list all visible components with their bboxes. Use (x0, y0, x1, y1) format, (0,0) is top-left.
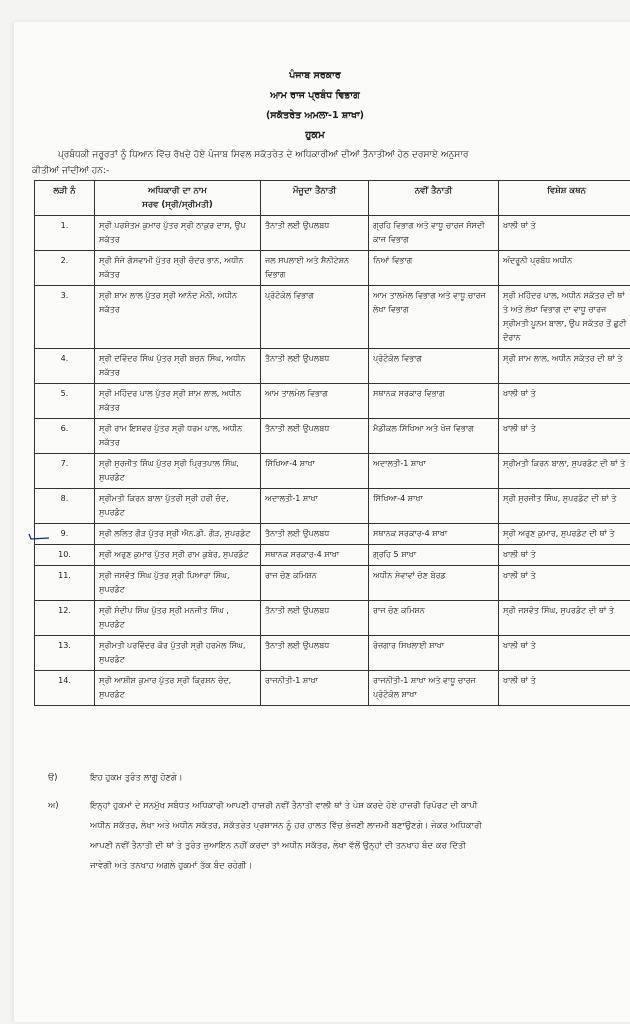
row-new-posting: ਨਿਆਂ ਵਿਭਾਗ (369, 251, 499, 286)
row-officer-name: ਸ੍ਰੀ ਰਾਮ ਇਸ਼ਵਰ ਪੁੱਤਰ ਸ੍ਰੀ ਧਰਮ ਪਾਲ, ਅਧੀਨ ਸਕੱਤਰ (95, 419, 261, 454)
department-title: ਆਮ ਰਾਜ ਪ੍ਰਬੰਧ ਵਿਭਾਗ (270, 90, 360, 101)
posting-table (34, 180, 630, 706)
note-b (48, 796, 482, 876)
row-current-posting: ਰਾਜਨੀਤੀ-1 ਸ਼ਾਖਾ (261, 671, 369, 706)
table-row (35, 349, 630, 384)
row-remarks: ਸ੍ਰੀ ਮਹਿੰਦਰ ਪਾਲ, ਅਧੀਨ ਸਕੱਤਰ ਦੀ ਥਾਂ ਤੇ ਅਤੇ ਲੇਖਾ ਵਿਭਾਗ ਦਾ ਵਾਧੂ ਚਾਰਜ ਸ੍ਰੀਮਤੀ ਪੂਨਮ ਬਾਲਾ, ਉਪ ਸਕੱਤਰ ਤੋਂ ਛੁਟੀ ਦੌਰਾਨ (499, 286, 630, 349)
row-current-posting: ਪ੍ਰੋਟੋਕੋਲ ਵਿਭਾਗ (261, 286, 369, 349)
note-b-line-2: ਅਧੀਨ ਸਕੱਤਰ, ਲੇਖਾ ਅਤੇ ਅਧੀਨ ਸਕੱਤਰ, ਸਕੱਤਰੇਤ ਪ੍ਰਸ਼ਾਸਨ ਨੂੰ ਹਰ ਹਾਲਤ ਵਿੱਚ ਭੇਜਣੀ ਲਾਜ਼ਮੀ ਬਣਾਉਣਗੇ। ਜੇਕਰ ਅਧਿਕਾਰੀ (90, 821, 482, 831)
row-remarks: ਸ੍ਰੀ ਜਸਵੰਤ ਸਿੰਘ, ਸੁਪਰਡੰਟ ਦੀ ਥਾਂ ਤੇ (499, 601, 630, 636)
row-remarks: ਖਾਲੀ ਥਾਂ ਤੇ (499, 419, 630, 454)
row-new-posting: ਗ੍ਰਹਿ 5 ਸ਼ਾਖਾ (369, 545, 499, 566)
row-serial: 5. (35, 384, 95, 419)
table-row (35, 251, 630, 286)
note-a (48, 770, 183, 786)
row-officer-name: ਸ੍ਰੀਮਤੀ ਕਿਰਨ ਬਾਲਾ ਪੁੱਤਰੀ ਸ੍ਰੀ ਹਰੀ ਚੰਦ, ਸੁਪਰਡੰਟ (95, 489, 261, 524)
table-row (35, 216, 630, 251)
row-serial: 12. (35, 601, 95, 636)
row-serial: 7. (35, 454, 95, 489)
table-row (35, 671, 630, 706)
row-officer-name: ਸ੍ਰੀ ਦਵਿੰਦਰ ਸਿੰਘ ਪੁੱਤਰ ਸ੍ਰੀ ਬਚਨ ਸਿੰਘ, ਅਧੀਨ ਸਕੱਤਰ (95, 349, 261, 384)
row-remarks: ਖਾਲੀ ਥਾਂ ਤੇ (499, 566, 630, 601)
row-serial: 11. (35, 566, 95, 601)
row-new-posting: ਸਥਾਨਕ ਸਰਕਾਰ ਵਿਭਾਗ (369, 384, 499, 419)
row-remarks: ਸ੍ਰੀ ਸੁਰਜੀਤ ਸਿੰਘ, ਸੁਪਰਡੰਟ ਦੀ ਥਾਂ ਤੇ (499, 489, 630, 524)
row-serial: 3. (35, 286, 95, 349)
table-row (35, 566, 630, 601)
row-current-posting: ਸਥਾਨਕ ਸਰਕਾਰ-4 ਸ਼ਾਖਾ (261, 545, 369, 566)
row-officer-name: ਸ੍ਰੀ ਸ਼ਾਮ ਲਾਲ ਪੁੱਤਰ ਸ੍ਰੀ ਆਨੰਦ ਮੰਨੀ, ਅਧੀਨ ਸਕੱਤਰ (95, 286, 261, 349)
row-new-posting: ਰੋਜ਼ਗਾਰ ਸਿਖਲਾਈ ਸ਼ਾਖਾ (369, 636, 499, 671)
row-officer-name: ਸ੍ਰੀ ਅਰੁਣ ਕੁਮਾਰ ਪੁੱਤਰ ਸ੍ਰੀ ਰਾਮ ਕੁਬੇਰ, ਸੁਪਰਡੰਟ (95, 545, 261, 566)
row-current-posting: ਸਿੱਖਿਆ-4 ਸ਼ਾਖਾ (261, 454, 369, 489)
intro-paragraph (32, 147, 628, 176)
row-serial: 1. (35, 216, 95, 251)
order-heading: ਹੁਕਮ (305, 130, 325, 141)
row-new-posting: ਸਥਾਨਕ ਸਰਕਾਰ-4 ਸ਼ਾਖਾ (369, 524, 499, 545)
row-serial: 6. (35, 419, 95, 454)
row-remarks: ਸ੍ਰੀਮਤੀ ਕਿਰਨ ਬਾਲਾ, ਸੁਪਰਡੰਟ ਦੀ ਥਾਂ ਤੇ (499, 454, 630, 489)
row-officer-name: ਸ੍ਰੀ ਲਲਿਤ ਗੌੜ ਪੁੱਤਰ ਸ੍ਰੀ ਐਨ.ਡੀ. ਗੌੜ, ਸੁਪਰਡੰਟ (95, 524, 261, 545)
government-title: ਪੰਜਾਬ ਸਰਕਾਰ (289, 70, 341, 81)
row-remarks: ਸ੍ਰੀ ਅਰੁਣ ਕੁਮਾਰ, ਸੁਪਰਡੰਟ ਦੀ ਥਾਂ ਤੇ (499, 524, 630, 545)
row-current-posting: ਆਮ ਤਾਲਮੇਲ ਵਿਭਾਗ (261, 384, 369, 419)
note-b-label: ਅ) (48, 801, 59, 811)
row-remarks: ਖਾਲੀ ਥਾਂ ਤੇ (499, 384, 630, 419)
table-row (35, 601, 630, 636)
row-new-posting: ਪ੍ਰੋਟੋਕੋਲ ਵਿਭਾਗ (369, 349, 499, 384)
row-new-posting: ਗ੍ਰਹਿ ਵਿਭਾਗ ਅਤੇ ਵਾਧੂ ਚਾਰਜ ਸੰਸਦੀ ਕਾਜ ਵਿਭਾਗ (369, 216, 499, 251)
table-header-row (35, 181, 630, 216)
note-b-line-1: ਇਨ੍ਹਾਂ ਹੁਕਮਾਂ ਦੇ ਸਨਮੁੱਖ ਸਬੰਧਤ ਅਧਿਕਾਰੀ ਆਪਣੀ ਹਾਜ਼ਰੀ ਨਵੀਂ ਤੈਨਾਤੀ ਵਾਲੀ ਥਾਂ ਤੇ ਪੇਸ਼ ਕਰਦੇ ਹੋਏ ਹਾਜ਼ਰੀ ਰਿਪੋਰਟ ਦੀ ਕਾਪੀ (90, 801, 478, 811)
row-new-posting: ਰਾਜਨੀਤੀ-1 ਸ਼ਾਖਾ ਅਤੇ ਵਾਧੂ ਚਾਰਜ ਪ੍ਰੋਟੋਕੋਲ ਸ਼ਾਖਾ (369, 671, 499, 706)
header-serial: ਲੜੀ ਨੰ (35, 181, 95, 216)
row-current-posting: ਜਲ ਸਪਲਾਈ ਅਤੇ ਸੈਨੀਟੇਸ਼ਨ ਵਿਭਾਗ (261, 251, 369, 286)
row-current-posting: ਤੈਨਾਤੀ ਲਈ ਉਪਲਬਧ (261, 524, 369, 545)
note-b-line-3: ਆਪਣੀ ਨਵੀਂ ਤੈਨਾਤੀ ਦੀ ਥਾਂ ਤੇ ਤੁਰੰਤ ਜੁਆਇਨ ਨਹੀਂ ਕਰਦਾ ਤਾਂ ਅਧੀਨ ਸਕੱਤਰ, ਲੇਖਾ ਵੱਲੋਂ ਉਨ੍ਹਾਂ ਦੀ ਤਨਖਾਹ ਬੰਦ ਕਰ ਦਿੱਤੀ (90, 841, 466, 851)
row-remarks: ਸ੍ਰੀ ਸ਼ਾਮ ਲਾਲ, ਅਧੀਨ ਸਕੱਤਰ ਦੀ ਥਾਂ ਤੇ (499, 349, 630, 384)
row-new-posting: ਰਾਜ ਚੋਣ ਕਮਿਸ਼ਨ (369, 601, 499, 636)
header-officer-name-line-2: ਸਰਵ (ਸ੍ਰੀ/ਸ੍ਰੀਮਤੀ) (142, 200, 213, 210)
pen-mark-icon (28, 533, 50, 541)
row-remarks: ਖਾਲੀ ਥਾਂ ਤੇ (499, 216, 630, 251)
row-officer-name: ਸ੍ਰੀ ਸੁਰਜੀਤ ਸਿੰਘ ਪੁੱਤਰ ਸ੍ਰੀ ਪ੍ਰਿਤਪਾਲ ਸਿੰਘ, ਸੁਪਰਡੰਟ (95, 454, 261, 489)
row-serial: 14. (35, 671, 95, 706)
row-current-posting: ਅਦਾਲਤੀ-1 ਸ਼ਾਖਾ (261, 489, 369, 524)
header-officer-name-line-1: ਅਧਿਕਾਰੀ ਦਾ ਨਾਮ (148, 186, 207, 196)
row-new-posting: ਸਿੱਖਿਆ-4 ਸ਼ਾਖਾ (369, 489, 499, 524)
row-remarks: ਖਾਲੀ ਥਾਂ ਤੇ (499, 671, 630, 706)
header-remarks: ਵਿਸ਼ੇਸ਼ ਕਥਨ (499, 181, 630, 216)
row-current-posting: ਤੈਨਾਤੀ ਲਈ ਉਪਲਬਧ (261, 601, 369, 636)
row-current-posting: ਰਾਜ ਚੋਣ ਕਮਿਸ਼ਨ (261, 566, 369, 601)
table-row (35, 489, 630, 524)
row-officer-name: ਸ੍ਰੀ ਮਹਿੰਦਰ ਪਾਲ ਪੁੱਤਰ ਸ੍ਰੀ ਸ਼ਾਮ ਲਾਲ, ਅਧੀਨ ਸਕੱਤਰ (95, 384, 261, 419)
table-row (35, 286, 630, 349)
table-row (35, 419, 630, 454)
row-serial: 8. (35, 489, 95, 524)
row-serial: 10. (35, 545, 95, 566)
branch-title: (ਸਕੱਤਰੇਤ ਅਮਲਾ-1 ਸ਼ਾਖਾ) (265, 110, 365, 121)
row-new-posting: ਆਮ ਤਾਲਮੇਲ ਵਿਭਾਗ ਅਤੇ ਵਾਧੂ ਚਾਰਜ ਲੇਖਾ ਵਿਭਾਗ (369, 286, 499, 349)
header-new-posting: ਨਵੀਂ ਤੈਨਾਤੀ (369, 181, 499, 216)
intro-line-2: ਕੀਤੀਆਂ ਜਾਂਦੀਆਂ ਹਨ:- (32, 166, 110, 176)
row-serial: 9. (35, 524, 95, 545)
row-officer-name: ਸ੍ਰੀ ਸੰਜੇ ਗੋਸਵਾਮੀ ਪੁੱਤਰ ਸ੍ਰੀ ਚੰਦਰ ਭਾਨ, ਅਧੀਨ ਸਕੱਤਰ (95, 251, 261, 286)
table-row (35, 524, 630, 545)
row-officer-name: ਸ੍ਰੀ ਜਸਵੰਤ ਸਿੰਘ ਪੁੱਤਰ ਸ੍ਰੀ ਪਿਆਰਾ ਸਿੰਘ, ਸੁਪਰਡੰਟ (95, 566, 261, 601)
note-a-label: ੳ) (48, 773, 58, 783)
row-remarks: ਅੰਦਰੂਨੀ ਪ੍ਰਬੰਧ ਅਧੀਨ (499, 251, 630, 286)
row-new-posting: ਮੈਡੀਕਲ ਸਿੱਖਿਆ ਅਤੇ ਖੋਜ ਵਿਭਾਗ (369, 419, 499, 454)
table-row (35, 636, 630, 671)
row-remarks: ਖਾਲੀ ਥਾਂ ਤੇ (499, 636, 630, 671)
row-remarks: ਖਾਲੀ ਥਾਂ ਤੇ (499, 545, 630, 566)
row-current-posting: ਤੈਨਾਤੀ ਲਈ ਉਪਲਬਧ (261, 419, 369, 454)
row-new-posting: ਅਧੀਨ ਸੇਵਾਵਾਂ ਚੋਣ ਬੋਰਡ (369, 566, 499, 601)
row-new-posting: ਅਦਾਲਤੀ-1 ਸ਼ਾਖਾ (369, 454, 499, 489)
row-serial: 2. (35, 251, 95, 286)
table-row (35, 454, 630, 489)
row-current-posting: ਤੈਨਾਤੀ ਲਈ ਉਪਲਬਧ (261, 349, 369, 384)
row-officer-name: ਸ੍ਰੀ ਸੰਦੀਪ ਸਿੰਘ ਪੁੱਤਰ ਸ੍ਰੀ ਮਨਜੀਤ ਸਿੰਘ , ਸੁਪਰਡੰਟ (95, 601, 261, 636)
note-a-text: ਇਹ ਹੁਕਮ ਤੁਰੰਤ ਲਾਗੂ ਹੋਣਗੇ। (90, 773, 183, 783)
row-serial: 13. (35, 636, 95, 671)
table-row (35, 384, 630, 419)
row-officer-name: ਸ੍ਰੀਮਤੀ ਪਰਵਿੰਦਰ ਕੌਰ ਪੁੱਤਰੀ ਸ੍ਰੀ ਹਰਮੇਲ ਸਿੰਘ, ਸੁਪਰਡੰਟ (95, 636, 261, 671)
intro-line-1: ਪ੍ਰਬੰਧਕੀ ਜਰੂਰਤਾਂ ਨੂੰ ਧਿਆਨ ਵਿੱਚ ਰੱਖਦੇ ਹੋਏ ਪੰਜਾਬ ਸਿਵਲ ਸਕੱਤਰੇਤ ਦੇ ਅਧਿਕਾਰੀਆਂ ਦੀਆਂ ਤੈਨਾਤੀਆਂ ਹੇਠ ਦਰਸਾਏ ਅਨੁਸਾਰ (58, 150, 469, 160)
header-current-posting: ਮੌਜੂਦਾ ਤੈਨਾਤੀ (261, 181, 369, 216)
row-officer-name: ਸ੍ਰੀ ਆਸ਼ੀਸ਼ ਕੁਮਾਰ ਪੁੱਤਰ ਸ੍ਰੀ ਕ੍ਰਿਸ਼ਨ ਚੰਦ, ਸੁਪਰਡੰਟ (95, 671, 261, 706)
row-current-posting: ਤੈਨਾਤੀ ਲਈ ਉਪਲਬਧ (261, 216, 369, 251)
row-current-posting: ਤੈਨਾਤੀ ਲਈ ਉਪਲਬਧ (261, 636, 369, 671)
table-row (35, 545, 630, 566)
note-b-line-4: ਜਾਵੇਗੀ ਅਤੇ ਤਨਖਾਹ ਅਗਲੇ ਹੁਕਮਾਂ ਤੱਕ ਬੰਦ ਰਹੇਗੀ। (90, 861, 253, 871)
row-serial: 4. (35, 349, 95, 384)
row-officer-name: ਸ੍ਰੀ ਪਰਸ਼ੋਤਮ ਕੁਮਾਰ ਪੁੱਤਰ ਸ੍ਰੀ ਠਾਕੁਰ ਦਾਸ, ਉਪ ਸਕੱਤਰ (95, 216, 261, 251)
header-officer-name (95, 181, 261, 216)
